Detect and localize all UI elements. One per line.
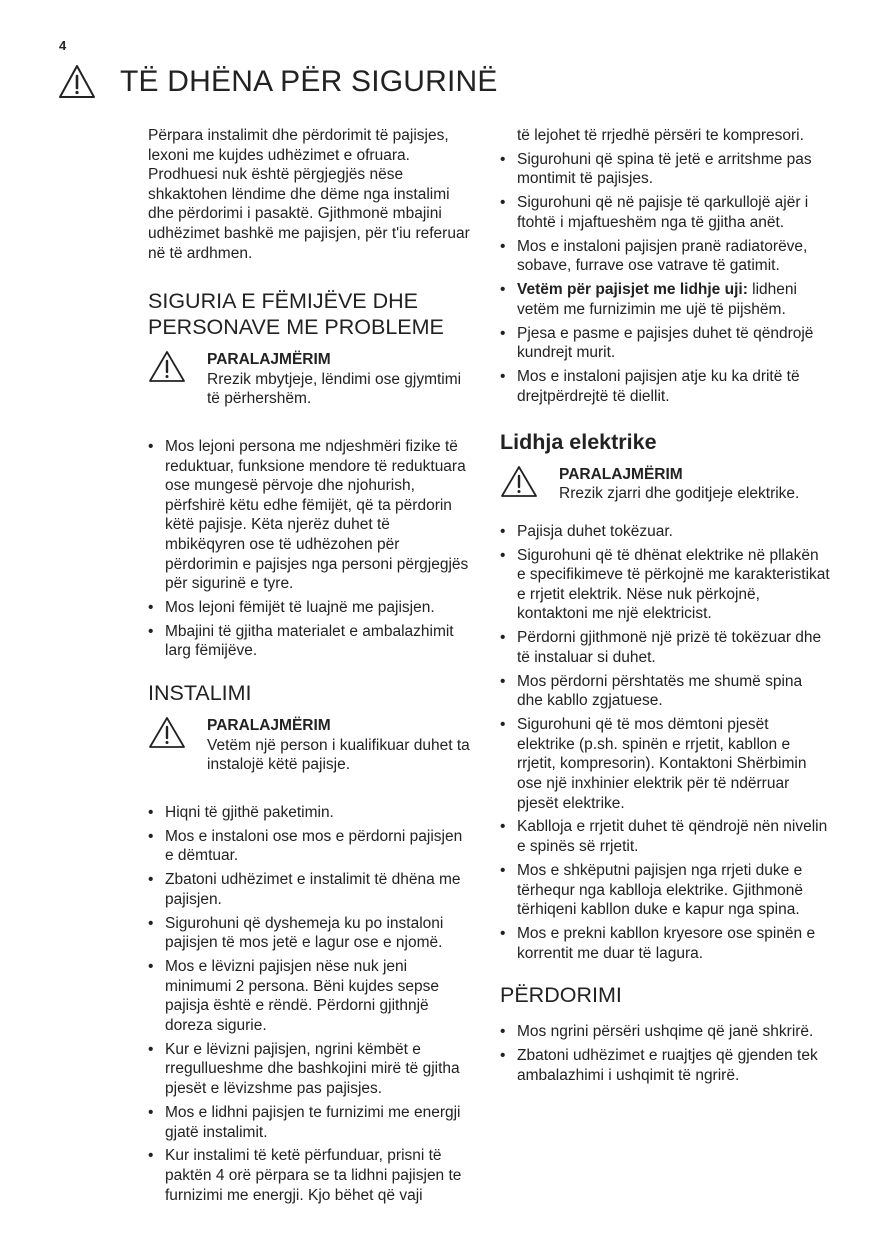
- use-list: [500, 1022, 830, 1085]
- left-column: [148, 126, 473, 1210]
- list-item: • Sigurohuni që spina të jetë e arritshme pas montimit të pajisjes.: [500, 150, 830, 189]
- list-item: • Mos lejoni fëmijët të luajnë me pajisjen.: [148, 598, 473, 618]
- list-item: • Sigurohuni që dyshemeja ku po instaloni pajisjen të mos jetë e lagur ose e njomë.: [148, 914, 473, 953]
- warning-text: Rrezik mbytjeje, lëndimi ose gjymtimi të përhershëm.: [207, 370, 462, 408]
- warning-triangle-icon: [500, 465, 538, 499]
- page-title: TË DHËNA PËR SIGURINË: [120, 65, 498, 98]
- electrical-warning-box: [500, 465, 830, 504]
- page-number: 4: [59, 38, 67, 53]
- list-item: • Përdorni gjithmonë një prizë të tokëzuar dhe të instaluar si duhet.: [500, 628, 830, 667]
- list-item: • Mos e lëvizni pajisjen nëse nuk jeni minimumi 2 persona. Bëni kujdes sepse pajisja është e rëndë. Përdorni gjithnjë doreza sigurie.: [148, 957, 473, 1035]
- list-item-water-connection: [500, 280, 830, 319]
- list-item: • Mos e prekni kabllon kryesore ose spinën e korrentit me duar të lagura.: [500, 924, 830, 963]
- warning-text: Rrezik zjarri dhe goditjeje elektrike.: [559, 485, 800, 503]
- warning-text: Vetëm një person i kualifikuar duhet ta instalojë këtë pajisje.: [207, 736, 470, 774]
- list-item-continuation: të lejohet të rrjedhë përsëri te kompresori.: [517, 127, 804, 144]
- list-item: • Zbatoni udhëzimet e instalimit të dhëna me pajisjen.: [148, 870, 473, 909]
- list-item: • Mbajini të gjitha materialet e ambalazhimit larg fëmijëve.: [148, 622, 473, 661]
- warning-triangle-icon: [148, 716, 186, 750]
- warning-title: PARALAJMËRIM: [207, 717, 331, 735]
- installation-list: [148, 803, 473, 1205]
- children-safety-list: [148, 437, 473, 661]
- warning-triangle-icon: [148, 350, 186, 384]
- intro-paragraph: Përpara instalimit dhe përdorimit të pajisjes, lexoni me kujdes udhëzimet e ofruara. Prodhuesi nuk është përgjegjës nëse shkaktohen lëndime dhe dëme nga instalimi dhe përdorimi i pasaktë. Gjithmonë mbajini udhëzimet bashkë me pajisjen, për t'iu referuar në të ardhmen.: [148, 127, 470, 262]
- list-item: • Kur e lëvizni pajisjen, ngrini këmbët e rregullueshme dhe bashkojini mirë të gjitha pjesët e lëvizshme pas pajisjes.: [148, 1040, 473, 1099]
- installation-warning-box: [148, 716, 473, 775]
- list-item: • Sigurohuni që të dhënat elektrike në pllakën e specifikimeve të përkojnë me karakteristikat e rrjetit elektrik. Nëse nuk përkojnë, kontaktoni me një elektricist.: [500, 546, 830, 624]
- children-safety-heading: SIGURIA E FËMIJËVE DHE PERSONAVE ME PROBLEME: [148, 289, 444, 340]
- list-item: • Pajisja duhet tokëzuar.: [500, 522, 830, 542]
- right-column: [500, 126, 830, 1090]
- water-item-bold: Vetëm për pajisjet me lidhje uji:: [517, 281, 748, 299]
- warning-triangle-icon: [58, 64, 96, 100]
- installation-list-continued: [500, 150, 830, 407]
- list-item: • Sigurohuni që të mos dëmtoni pjesët elektrike (p.sh. spinën e rrjetit, kabllon e rrjetit, kompresorin). Kontaktoni Shërbimin ose një inxhinier elektrik për të ndërruar pjesët elektrike.: [500, 715, 830, 813]
- list-item: • Mos e instaloni ose mos e përdorni pajisjen e dëmtuar.: [148, 827, 473, 866]
- electrical-list: [500, 522, 830, 964]
- list-item: • Kur instalimi të ketë përfunduar, prisni të paktën 4 orë përpara se ta lidhni pajisjen te furnizimi me energji. Kjo bëhet që vaji: [148, 1146, 473, 1205]
- electrical-heading: Lidhja elektrike: [500, 429, 657, 454]
- installation-heading: INSTALIMI: [148, 681, 252, 706]
- list-item: • Mos e shkëputni pajisjen nga rrjeti duke e tërhequr nga kablloja elektrike. Gjithmonë tërhiqeni kabllon duke e kapur nga spina.: [500, 861, 830, 920]
- warning-title: PARALAJMËRIM: [559, 465, 683, 483]
- children-warning-box: [148, 350, 473, 409]
- list-item: • Kablloja e rrjetit duhet të qëndrojë nën nivelin e spinës së rrjetit.: [500, 817, 830, 856]
- title-row: [58, 64, 498, 100]
- list-item: • Sigurohuni që në pajisje të qarkullojë ajër i ftohtë i mjaftueshëm nga të gjitha anët.: [500, 193, 830, 232]
- list-item: • Mos e instaloni pajisjen atje ku ka dritë të drejtpërdrejtë të diellit.: [500, 367, 830, 406]
- list-item: • Mos e lidhni pajisjen te furnizimi me energji gjatë instalimit.: [148, 1103, 473, 1142]
- list-item: • Mos e instaloni pajisjen pranë radiatorëve, sobave, furrave ose vatrave të gatimit.: [500, 237, 830, 276]
- warning-title: PARALAJMËRIM: [207, 351, 331, 369]
- list-item: • Mos përdorni përshtatës me shumë spina dhe kabllo zgjatuese.: [500, 672, 830, 711]
- list-item: • Mos ngrini përsëri ushqime që janë shkrirë.: [500, 1022, 830, 1042]
- water-item-text: lidheni vetëm me furnizimin me ujë të pijshëm.: [517, 281, 797, 318]
- list-item: • Pjesa e pasme e pajisjes duhet të qëndrojë kundrejt murit.: [500, 324, 830, 363]
- use-heading: PËRDORIMI: [500, 983, 622, 1008]
- list-item: • Mos lejoni persona me ndjeshmëri fizike të reduktuar, funksione mendore të reduktuara ose mungesë përvoje dhe njohurish, përfshirë këtu edhe fëmijët, që ta përdorin këtë pajisje. Këta njerëz duhet të mbikëqyren ose të udhëzohen për përdorimin e pajisjes nga personi përgjegjës për sigurinë e tyre.: [148, 437, 473, 594]
- list-item: • Zbatoni udhëzimet e ruajtjes që gjenden tek ambalazhimi i ushqimit të ngrirë.: [500, 1046, 830, 1085]
- list-item: • Hiqni të gjithë paketimin.: [148, 803, 473, 823]
